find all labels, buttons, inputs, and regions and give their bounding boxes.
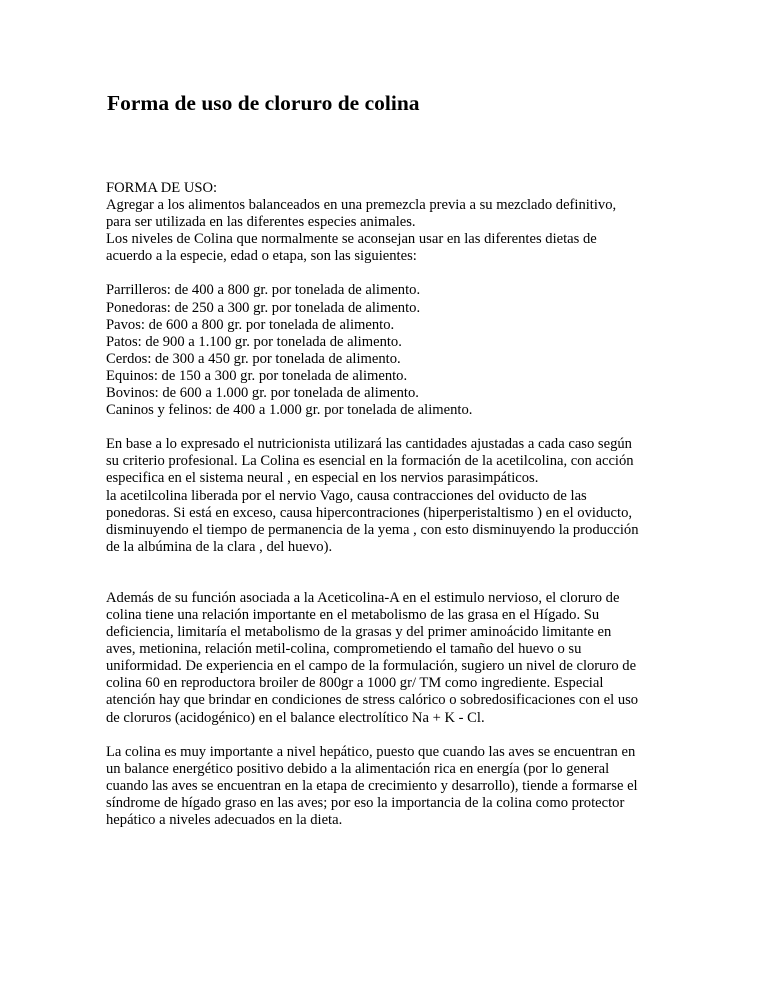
text-line: Los niveles de Colina que normalmente se aconsejan usar en las diferentes dietas de (106, 231, 597, 248)
document-body (106, 180, 666, 829)
text-line: atención hay que brindar en condiciones de stress calórico o sobredosificaciones con el uso (106, 692, 639, 709)
dosage-item: Pavos: de 600 a 800 gr. por tonelada de alimento. (106, 316, 395, 333)
text-line: La colina es muy importante a nivel hepático, puesto que cuando las aves se encuentran en (106, 743, 636, 760)
text-line: disminuyendo el tiempo de permanencia de la yema , con esto disminuyendo la producción (106, 521, 639, 538)
text-line: cuando las aves se encuentran en la etapa de crecimiento y desarrollo), tiende a formarse el (106, 777, 638, 794)
dosage-item: Parrilleros: de 400 a 800 gr. por tonelada de alimento. (106, 282, 421, 299)
usage-intro-paragraph (106, 180, 666, 265)
text-line: En base a lo expresado el nutricionista utilizará las cantidades ajustadas a cada caso según (106, 436, 632, 453)
text-line: uniformidad. De experiencia en el campo de la formulación, sugiero un nivel de cloruro de (106, 658, 637, 675)
text-line: un balance energético positivo debido a la alimentación rica en energía (por lo general (106, 760, 610, 777)
text-line: de la albúmina de la clara , del huevo). (106, 538, 333, 555)
text-line: su criterio profesional. La Colina es esencial en la formación de la acetilcolina, con acción (106, 453, 634, 470)
dosage-item: Equinos: de 150 a 300 gr. por tonelada de alimento. (106, 367, 408, 384)
text-line: ponedoras. Si está en exceso, causa hipercontraciones (hiperperistaltismo ) en el oviducto, (106, 504, 633, 521)
metabolism-paragraph (106, 590, 666, 727)
text-line: la acetilcolina liberada por el nervio Vago, causa contracciones del oviducto de las (106, 487, 587, 504)
page-title: Forma de uso de cloruro de colina (107, 91, 420, 115)
text-line: FORMA DE USO: (106, 180, 218, 196)
dosage-item: Caninos y felinos: de 400 a 1.000 gr. por tonelada de alimento. (106, 402, 473, 419)
text-line: de cloruros (acidogénico) en el balance electrolítico Na + K - Cl. (106, 709, 485, 726)
text-line: colina tiene una relación importante en el metabolismo de las grasa en el Hígado. Su (106, 606, 600, 623)
text-line: Agregar a los alimentos balanceados en una premezcla previa a su mezclado definitivo, (106, 197, 617, 214)
text-line: hepático a niveles adecuados en la dieta. (106, 812, 343, 828)
acetylcholine-paragraph (106, 436, 666, 556)
text-line: acuerdo a la especie, edad o etapa, son las siguientes: (106, 248, 417, 265)
hepatic-paragraph (106, 744, 666, 829)
text-line: colina 60 en reproductora broiler de 800gr a 1000 gr/ TM como ingrediente. Especial (106, 675, 604, 692)
dosage-item: Patos: de 900 a 1.100 gr. por tonelada de alimento. (106, 333, 402, 350)
text-line: deficiencia, limitaría el metabolismo de la grasas y del primer aminoácido limitante en (106, 624, 612, 641)
dosage-item: Bovinos: de 600 a 1.000 gr. por tonelada de alimento. (106, 385, 419, 402)
text-line: aves, metionina, relación metil-colina, comprometiendo el tamaño del huevo o su (106, 641, 582, 658)
text-line: para ser utilizada en las diferentes especies animales. (106, 214, 416, 231)
text-line: especifica en el sistema neural , en especial en los nervios parasimpáticos. (106, 470, 539, 487)
dosage-item: Ponedoras: de 250 a 300 gr. por tonelada de alimento. (106, 299, 421, 316)
text-line: Además de su función asociada a la Aceticolina-A en el estimulo nervioso, el cloruro de (106, 589, 620, 606)
dosage-list (106, 282, 666, 419)
text-line: síndrome de hígado graso en las aves; por eso la importancia de la colina como protector (106, 794, 625, 811)
dosage-item: Cerdos: de 300 a 450 gr. por tonelada de alimento. (106, 350, 401, 367)
